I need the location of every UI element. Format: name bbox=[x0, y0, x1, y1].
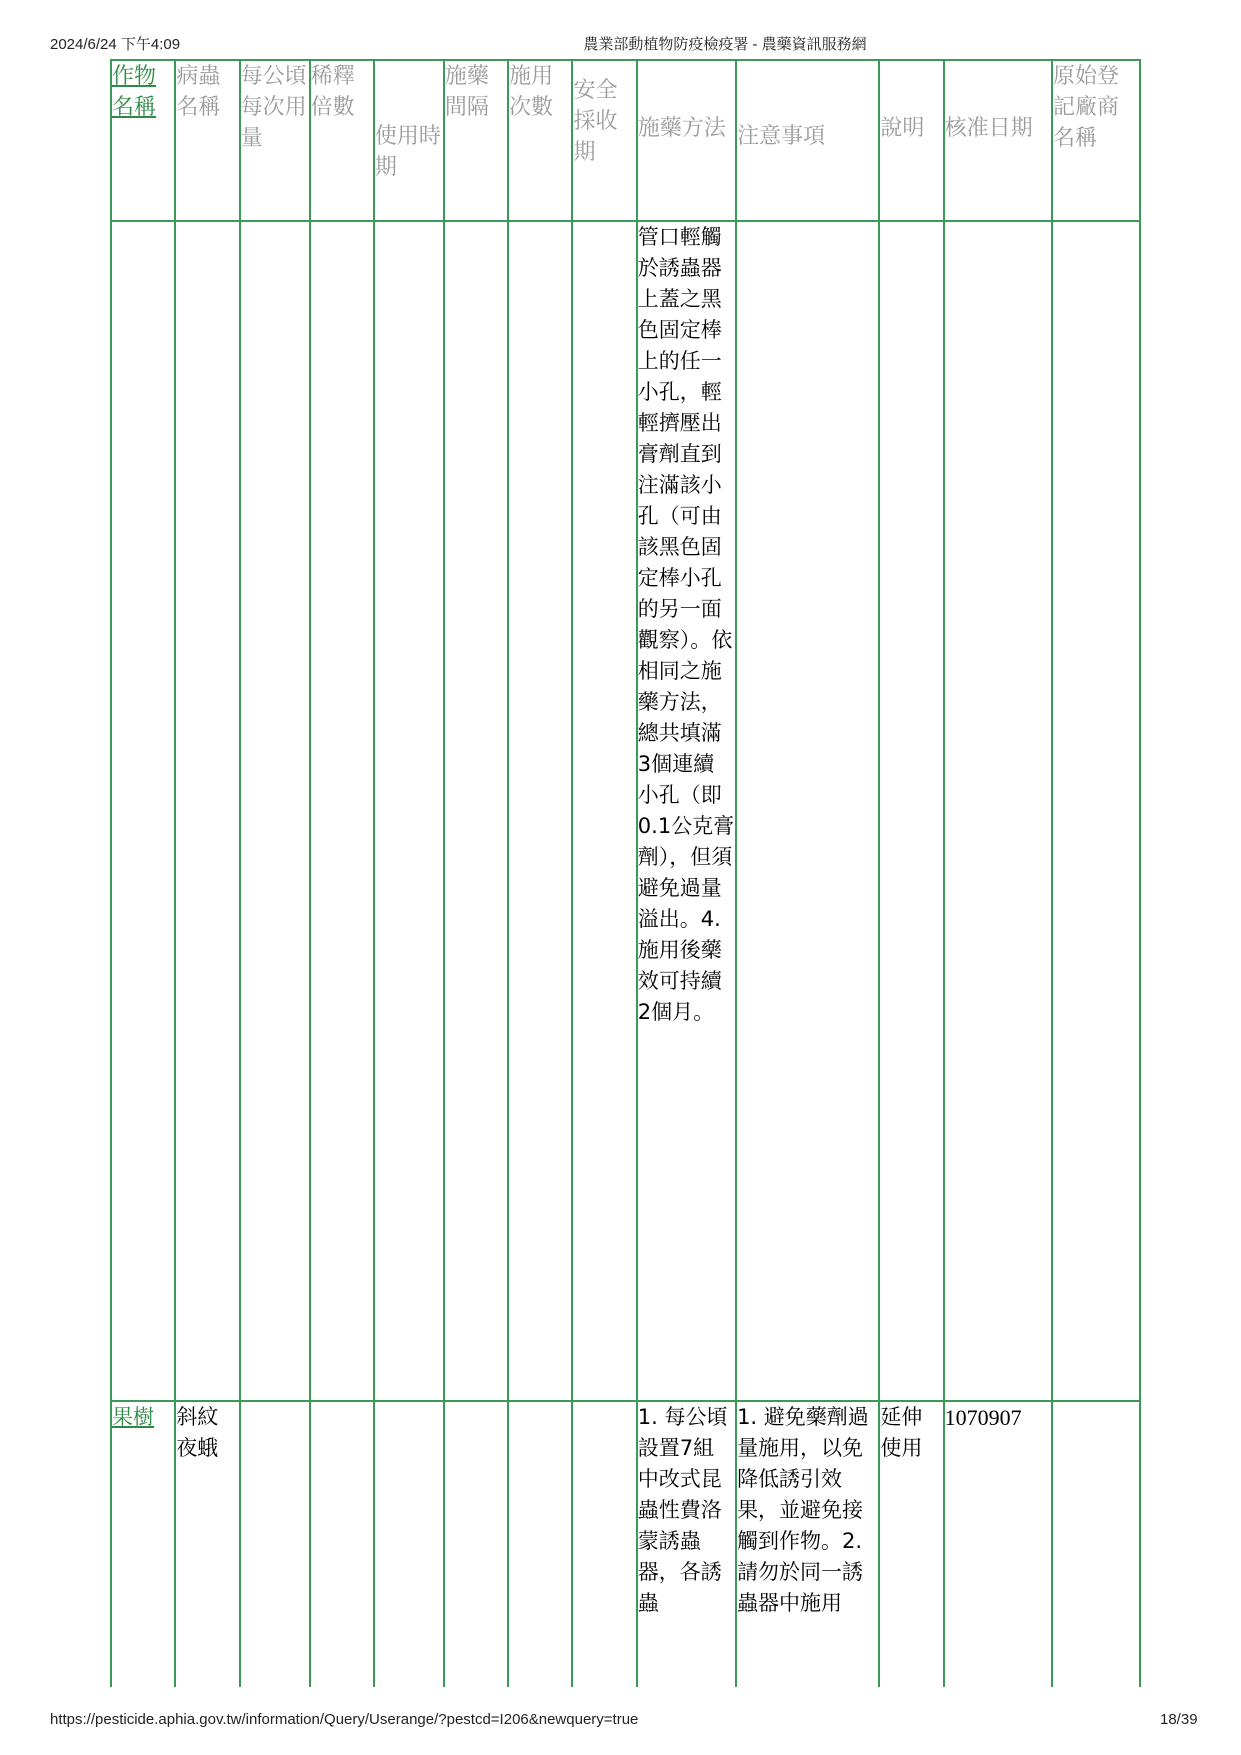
page-number: 18/39 bbox=[1160, 1711, 1198, 1728]
method-cell: 1. 每公頃設置7組中改式昆蟲性費洛蒙誘蟲器，各誘蟲 bbox=[637, 1401, 736, 1687]
col-header-times: 施用次數 bbox=[508, 60, 572, 221]
table-row bbox=[111, 221, 1140, 1401]
note-cell: 延伸使用 bbox=[880, 1405, 923, 1460]
precautions-cell: 1. 避免藥劑過量施用，以免降低誘引效果，並避免接觸到作物。2. 請勿於同一誘蟲器中施用 bbox=[736, 1401, 879, 1687]
page-title: 農業部動植物防疫檢疫署 - 農藥資訊服務網 bbox=[583, 36, 867, 53]
col-header-method: 施藥方法 bbox=[637, 60, 736, 221]
col-header-dosage: 每公頃每次用量 bbox=[240, 60, 310, 221]
usage-table bbox=[110, 59, 1141, 1687]
col-header-pest: 病蟲名稱 bbox=[175, 60, 239, 221]
print-datetime: 2024/6/24 下午4:09 bbox=[50, 36, 181, 53]
table-row bbox=[111, 1401, 1140, 1687]
col-header-crop[interactable]: 作物名稱 bbox=[111, 60, 175, 221]
col-header-approval-date: 核准日期 bbox=[944, 60, 1052, 221]
col-header-timing: 使用時期 bbox=[374, 60, 444, 221]
col-header-interval: 施藥間隔 bbox=[444, 60, 508, 221]
col-header-harvest: 安全採收期 bbox=[572, 60, 636, 221]
page-url: https://pesticide.aphia.gov.tw/information/Query/Userange/?pestcd=I206&newquery=true bbox=[50, 1711, 639, 1728]
approval-date-cell: 1070907 bbox=[944, 1401, 1052, 1687]
col-header-registrant: 原始登記廠商名稱 bbox=[1052, 60, 1140, 221]
crop-link[interactable]: 果樹 bbox=[112, 1405, 154, 1429]
pest-name: 斜紋夜蛾 bbox=[176, 1405, 219, 1460]
table-header-row bbox=[111, 60, 1140, 221]
method-cell: 管口輕觸於誘蟲器上蓋之黑色固定棒上的任一小孔，輕輕擠壓出膏劑直到注滿該小孔（可由該黑色固定棒小孔的另一面觀察）。依相同之施藥方法，總共填滿3個連續小孔（即0.1公克膏劑），但須避免過量溢出。4. 施用後藥效可持續2個月。 bbox=[637, 221, 736, 1401]
col-header-note: 說明 bbox=[879, 60, 943, 221]
col-header-precautions: 注意事項 bbox=[736, 60, 879, 221]
col-header-dilution: 稀釋倍數 bbox=[310, 60, 374, 221]
